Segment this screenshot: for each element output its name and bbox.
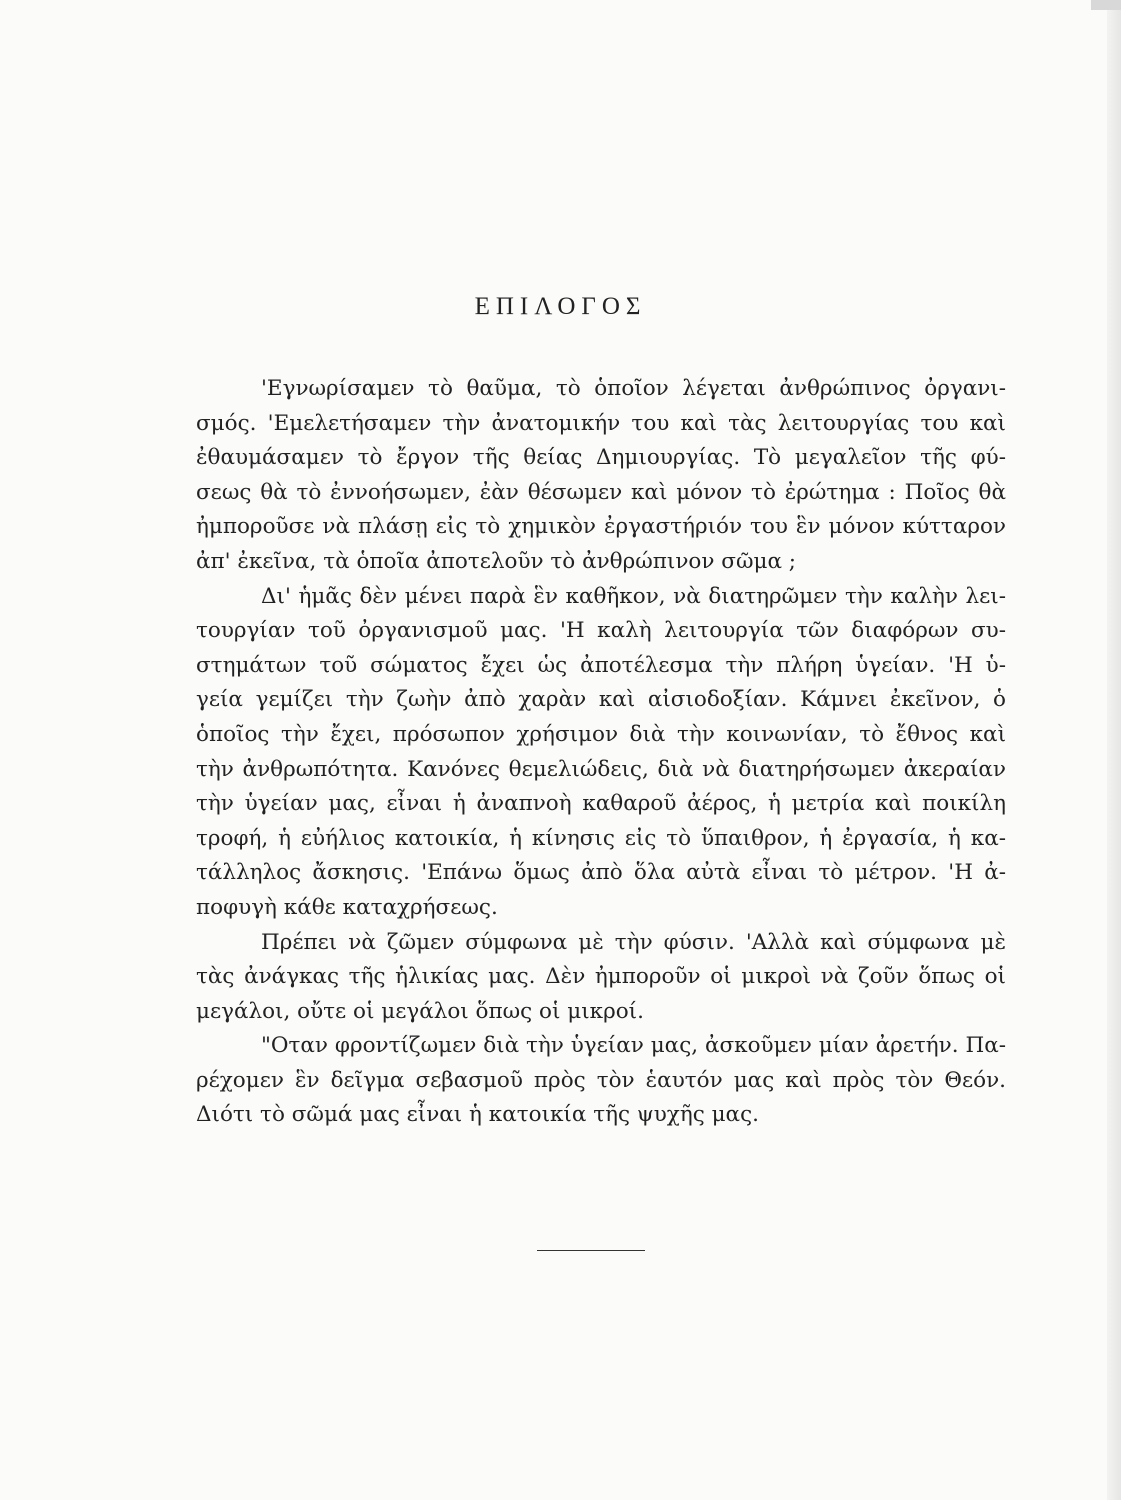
text-line: τὰς ἀνάγκας τῆς ἡλικίας μας. Δὲν ἠμποροῦν οἱ μικροὶ νὰ ζοῦν ὅπως οἱ xyxy=(196,964,1006,990)
text-line: Δι' ἡμᾶς δὲν μένει παρὰ ἓν καθῆκον, νὰ διατηρῶμεν τὴν καλὴν λει- xyxy=(261,583,1006,609)
page-edge xyxy=(1107,0,1121,1500)
text-line: τροφή, ἡ εὐήλιος κατοικία, ἡ κίνησις εἰς τὸ ὕπαιθρον, ἡ ἐργασία, ἡ κα- xyxy=(196,825,1006,851)
text-line: 'Εγνωρίσαμεν τὸ θαῦμα, τὸ ὁποῖον λέγεται ἀνθρώπινος ὀργανι- xyxy=(261,376,1006,401)
text-line: ποφυγὴ κάθε καταχρήσεως. xyxy=(196,894,498,920)
text-line: στημάτων τοῦ σώματος ἔχει ὡς ἀποτέλεσμα τὴν πλήρη ὑγείαν. 'Η ὑ- xyxy=(196,652,1006,678)
text-line: ἀπ' ἐκεῖνα, τὰ ὁποῖα ἀποτελοῦν τὸ ἀνθρώπινον σῶμα ; xyxy=(196,548,797,574)
text-line: τὴν ἀνθρωπότητα. Κανόνες θεμελιώδεις, διὰ νὰ διατηρήσωμεν ἀκεραίαν xyxy=(196,756,1006,782)
text-line: ἐθαυμάσαμεν τὸ ἔργον τῆς θείας Δημιουργίας. Τὸ μεγαλεῖον τῆς φύ- xyxy=(196,445,1006,471)
closing-rule xyxy=(537,1250,645,1251)
text-line: "Οταν φροντίζωμεν διὰ τὴν ὑγείαν μας, ἀσκοῦμεν μίαν ἀρετήν. Πα- xyxy=(261,1033,1006,1059)
page-title: ΕΠΙΛΟΓΟΣ xyxy=(474,293,647,320)
text-line: τὴν ὑγείαν μας, εἶναι ἡ ἀναπνοὴ καθαροῦ ἀέρος, ἡ μετρία καὶ ποικίλη xyxy=(196,791,1006,817)
body-text xyxy=(196,372,1006,1133)
text-line: Διότι τὸ σῶμά μας εἶναι ἡ κατοικία τῆς ψυχῆς μας. xyxy=(196,1102,759,1128)
page-corner-mark xyxy=(1091,0,1121,10)
text-line: σμός. 'Εμελετήσαμεν τὴν ἀνατομικήν του καὶ τὰς λειτουργίας του καὶ xyxy=(196,410,1006,436)
text-line: ἠμποροῦσε νὰ πλάσῃ εἰς τὸ χημικὸν ἐργαστήριόν του ἓν μόνον κύτταρον xyxy=(196,514,1006,540)
text-line: μεγάλοι, οὔτε οἱ μεγάλοι ὅπως οἱ μικροί. xyxy=(196,998,644,1024)
text-line: Πρέπει νὰ ζῶμεν σύμφωνα μὲ τὴν φύσιν. 'Αλλὰ καὶ σύμφωνα μὲ xyxy=(261,929,1006,955)
text-line: γεία γεμίζει τὴν ζωὴν ἀπὸ χαρὰν καὶ αἰσιοδοξίαν. Κάμνει ἐκεῖνον, ὁ xyxy=(196,687,1006,713)
text-line: τουργίαν τοῦ ὀργανισμοῦ μας. 'Η καλὴ λειτουργία τῶν διαφόρων συ- xyxy=(196,618,1006,644)
text-line: τάλληλος ἄσκησις. 'Επάνω ὅμως ἀπὸ ὅλα αὐτὰ εἶναι τὸ μέτρον. 'Η ἀ- xyxy=(196,860,1006,886)
text-line: σεως θὰ τὸ ἐννοήσωμεν, ἐὰν θέσωμεν καὶ μόνον τὸ ἐρώτημα : Ποῖος θὰ xyxy=(196,479,1006,505)
text-line: ρέχομεν ἓν δεῖγμα σεβασμοῦ πρὸς τὸν ἑαυτόν μας καὶ πρὸς τὸν Θεόν. xyxy=(196,1067,1006,1093)
text-line: ὁποῖος τὴν ἔχει, πρόσωπον χρήσιμον διὰ τὴν κοινωνίαν, τὸ ἔθνος καὶ xyxy=(196,721,1006,747)
